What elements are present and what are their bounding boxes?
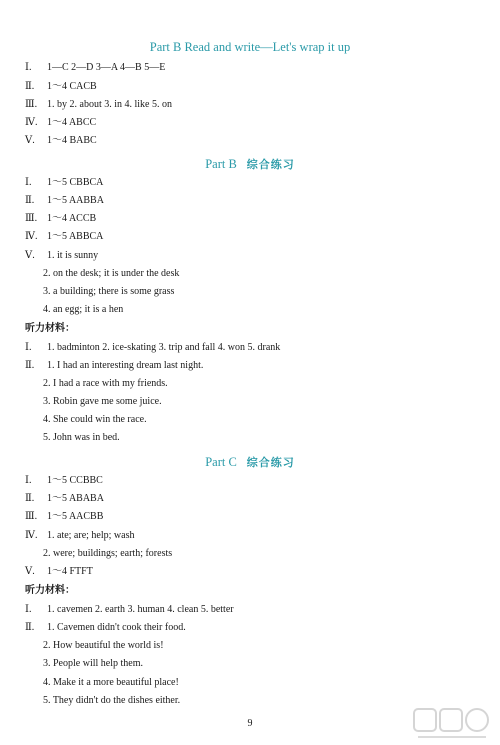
answer-line: Ⅳ. 1. ate; are; help; wash [25, 530, 135, 541]
answer-line: 2. were; buildings; earth; forests [43, 548, 173, 559]
answer-line: Ⅲ. 1. by 2. about 3. in 4. like 5. on [25, 99, 172, 110]
answer-line: Ⅱ. 1. Cavemen didn't cook their food. [25, 622, 186, 633]
section-heading-cn: 综合练习 [246, 456, 295, 469]
answer-line: Ⅱ. 1～5 ABABA [25, 493, 104, 504]
answer-line: Ⅲ. 1～5 AACBB [25, 511, 104, 522]
page-number: 9 [247, 718, 253, 729]
answer-line: Ⅳ. 1～4 ABCC [25, 117, 97, 128]
answer-line: Ⅱ. 1～4 CACB [25, 81, 97, 92]
answer-line: Ⅰ. 1～5 CCBBC [25, 475, 103, 486]
answer-line: 3. People will help them. [43, 658, 143, 669]
answer-line: 4. Make it a more beautiful place! [43, 677, 179, 688]
answer-line: 4. an egg; it is a hen [43, 304, 124, 315]
answer-line: Ⅰ. 1. cavemen 2. earth 3. human 4. clean 5. better [25, 604, 234, 615]
section-heading-en: Part B [205, 157, 237, 171]
answer-line: 2. on the desk; it is under the desk [43, 268, 180, 279]
answer-line: 2. How beautiful the world is! [43, 640, 164, 651]
listening-material-label: 听力材料： [25, 585, 75, 596]
answer-line: 5. John was in bed. [43, 432, 120, 443]
answer-line: Ⅱ. 1～5 AABBA [25, 195, 104, 206]
section-heading-cn: 综合练习 [246, 158, 295, 171]
section-heading-en: Part B Read and write—Let's wrap it up [149, 40, 351, 54]
section-heading-part-c-practice [0, 454, 500, 470]
section-heading-part-b-practice [0, 156, 500, 172]
answer-line: 2. I had a race with my friends. [43, 378, 168, 389]
answer-line: Ⅴ. 1～4 BABC [25, 135, 97, 146]
answer-line: Ⅱ. 1. I had an interesting dream last night. [25, 360, 204, 371]
answer-line: Ⅳ. 1～5 ABBCA [25, 231, 104, 242]
watermark-logo-icon [412, 705, 492, 741]
answer-line: Ⅴ. 1. it is sunny [25, 250, 99, 261]
answer-line: Ⅲ. 1～4 ACCB [25, 213, 97, 224]
answer-line: 3. Robin gave me some juice. [43, 396, 162, 407]
answer-line: Ⅰ. 1～5 CBBCA [25, 177, 104, 188]
section-heading-part-b-read-write [0, 40, 500, 55]
answer-line: 5. They didn't do the dishes either. [43, 695, 181, 706]
answer-line: 3. a building; there is some grass [43, 286, 175, 297]
answer-line: Ⅰ. 1. badminton 2. ice-skating 3. trip and fall 4. won 5. drank [25, 342, 281, 353]
listening-material-label: 听力材料： [25, 323, 75, 334]
answer-line: Ⅴ. 1～4 FTFT [25, 566, 93, 577]
answer-line: 4. She could win the race. [43, 414, 147, 425]
answer-line: Ⅰ. 1—C 2—D 3—A 4—B 5—E [25, 62, 166, 73]
section-heading-en: Part C [205, 455, 237, 469]
